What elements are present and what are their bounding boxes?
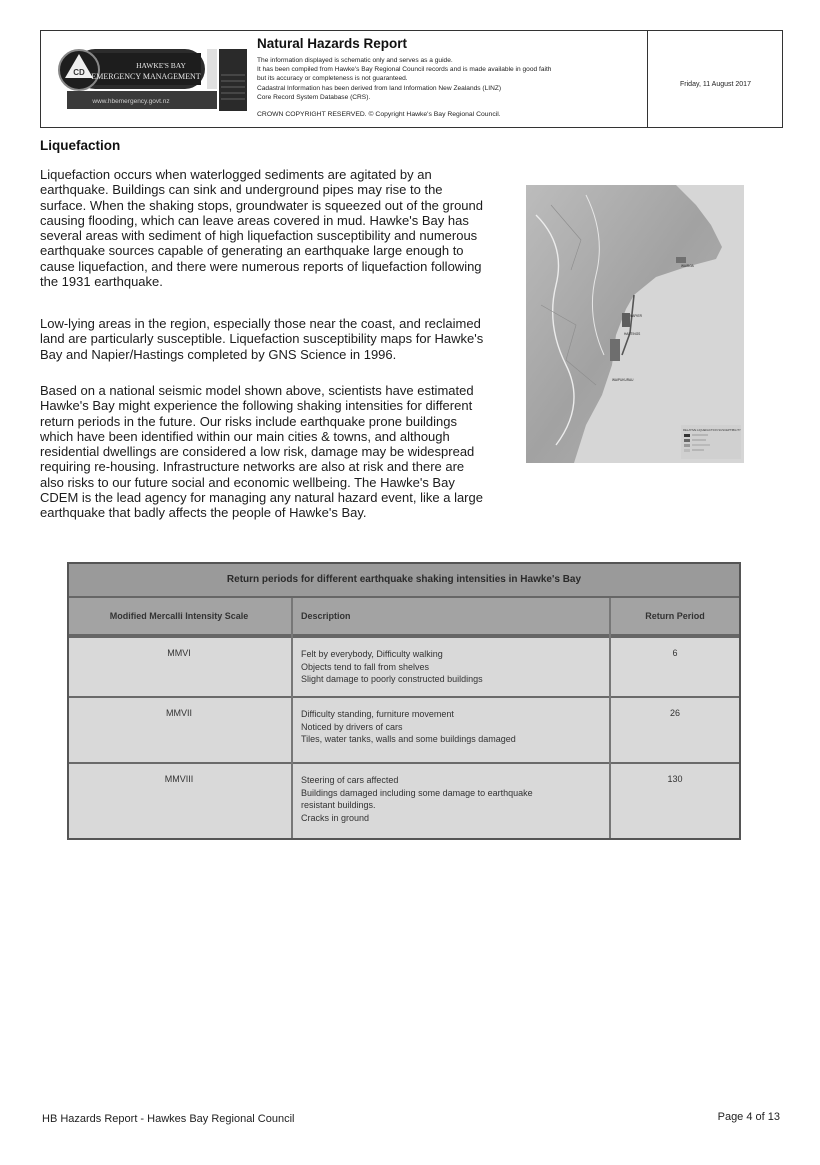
- section-title: Liquefaction: [40, 138, 121, 153]
- text-line: residential dwellings are considered a low risk, damage may be widespread: [40, 444, 475, 460]
- description-line: Objects tend to fall from shelves: [301, 661, 430, 672]
- disclaimer-cell: [253, 31, 647, 127]
- text-line: CDEM is the lead agency for managing any natural hazard event, like a large: [40, 490, 483, 506]
- scale-cell: MMVI: [167, 648, 191, 658]
- text-line: surface. When the shaking stops, groundwater is squeezed out of the ground: [40, 197, 483, 213]
- table-row: [69, 764, 739, 838]
- description-line: Slight damage to poorly constructed buildings: [301, 674, 483, 684]
- text-line: requiring re-housing. Infrastructure networks are also at risk and there are: [40, 459, 465, 475]
- scale-cell: MMVIII: [164, 774, 194, 784]
- paragraph-liquefaction-intro: [40, 167, 483, 289]
- text-line: earthquake that badly affects the people of Hawke's Bay.: [40, 505, 367, 521]
- text-line: land are particularly susceptible. Liquefaction susceptibility maps for Hawke's: [40, 331, 484, 347]
- disclaimer-line: Core Record System Database (CRS).: [257, 93, 371, 101]
- liquefaction-susceptibility-map: [526, 185, 744, 463]
- description-line: Buildings damaged including some damage to earthquake: [301, 787, 533, 798]
- return-period-cell: 130: [667, 774, 683, 784]
- table-caption: Return periods for different earthquake shaking intensities in Hawke's Bay: [69, 564, 739, 598]
- text-line: also risks to our future social and economic wellbeing. The Hawke's Bay: [40, 474, 455, 490]
- description-line: resistant buildings.: [301, 800, 376, 810]
- column-divider: [291, 598, 293, 838]
- text-line: several areas with sediment of high liquefaction susceptibility and numerous: [40, 228, 478, 244]
- text-line: Hawke's Bay might experience the following shaking intensities for different: [40, 398, 473, 414]
- svg-text:CD: CD: [73, 68, 85, 77]
- text-line: cause liquefaction, and there were numerous reports of liquefaction following: [40, 258, 482, 274]
- disclaimer-line: Cadastral Information has been derived from land Information New Zealands (LINZ): [257, 84, 502, 92]
- svg-text:WAIROA: WAIROA: [681, 264, 694, 268]
- description-cell: [301, 708, 601, 746]
- svg-text:HAWKE'S BAY: HAWKE'S BAY: [136, 61, 186, 70]
- table-row: [69, 638, 739, 698]
- header-return-period: Return Period: [645, 611, 705, 621]
- disclaimer-line: The information displayed is schematic only and serves as a guide.: [257, 57, 453, 64]
- footer-page-number: Page 4 of 13: [717, 1111, 780, 1123]
- footer-report-name: HB Hazards Report - Hawkes Bay Regional Council: [42, 1113, 295, 1125]
- description-line: Difficulty standing, furniture movement: [301, 709, 454, 719]
- date-cell: [647, 31, 783, 127]
- text-line: causing flooding, which can leave areas covered in mud. Hawke's Bay has: [40, 212, 469, 228]
- text-line: Low-lying areas in the region, especially those near the coast, and reclaimed: [40, 316, 481, 331]
- svg-text:www.hbemergency.govt.nz: www.hbemergency.govt.nz: [92, 98, 170, 105]
- text-line: earthquake. Buildings can sink and underground pipes may rise to the: [40, 182, 443, 198]
- disclaimer-line: but its accuracy or completeness is not guaranteed.: [257, 75, 408, 83]
- hb-emergency-management-logo: [49, 41, 249, 117]
- report-date: Friday, 11 August 2017: [680, 81, 751, 88]
- header-description: Description: [301, 611, 351, 621]
- text-line: the 1931 earthquake.: [40, 274, 163, 290]
- paragraph-seismic-model: [40, 383, 483, 521]
- return-periods-table: [67, 562, 741, 840]
- description-cell: [301, 774, 601, 824]
- description-line: Felt by everybody, Difficulty walking: [301, 649, 443, 659]
- return-period-cell: 26: [669, 708, 680, 718]
- description-line: Tiles, water tanks, walls and some buildings damaged: [301, 734, 516, 744]
- text-line: return periods in the future. Our risks include earthquake prone buildings: [40, 413, 457, 429]
- description-cell: [301, 648, 601, 686]
- header-scale: Modified Mercalli Intensity Scale: [109, 611, 249, 621]
- report-title: Natural Hazards Report: [257, 36, 408, 51]
- description-line: Cracks in ground: [301, 812, 370, 823]
- disclaimer-line: It has been compiled from Hawke's Bay Regional Council records and is made available in good faith: [257, 66, 552, 74]
- table-header-row: [69, 598, 739, 638]
- logo-cell: [41, 31, 253, 127]
- svg-text:EMERGENCY MANAGEMENT: EMERGENCY MANAGEMENT: [91, 72, 201, 81]
- text-line: Bay and Napier/Hastings completed by GNS Science in 1996.: [40, 346, 397, 362]
- text-line: Liquefaction occurs when waterlogged sediments are agitated by an: [40, 167, 432, 182]
- column-divider: [609, 598, 611, 838]
- description-line: Noticed by drivers of cars: [301, 721, 403, 732]
- scale-cell: MMVII: [166, 708, 192, 718]
- text-line: Based on a national seismic model shown above, scientists have estimated: [40, 383, 474, 398]
- svg-text:RELATIVE LIQUEFACTION SUSCEPTI: RELATIVE LIQUEFACTION SUSCEPTIBILITY: [683, 428, 741, 432]
- svg-text:HASTINGS: HASTINGS: [624, 332, 641, 336]
- report-header: [40, 30, 783, 128]
- svg-text:WAIPUKURAU: WAIPUKURAU: [612, 378, 634, 382]
- table-row: [69, 698, 739, 764]
- svg-text:NAPIER: NAPIER: [630, 314, 642, 318]
- text-line: earthquake sources capable of generating an earthquake large enough to: [40, 243, 464, 259]
- text-line: which have been identified within our main cities & towns, and although: [40, 428, 450, 444]
- return-period-cell: 6: [672, 648, 678, 658]
- copyright-notice: CROWN COPYRIGHT RESERVED. © Copyright Hawke's Bay Regional Council.: [257, 111, 501, 118]
- disclaimer-text: [257, 56, 642, 102]
- description-line: Steering of cars affected: [301, 775, 399, 785]
- paragraph-low-lying-areas: [40, 316, 483, 362]
